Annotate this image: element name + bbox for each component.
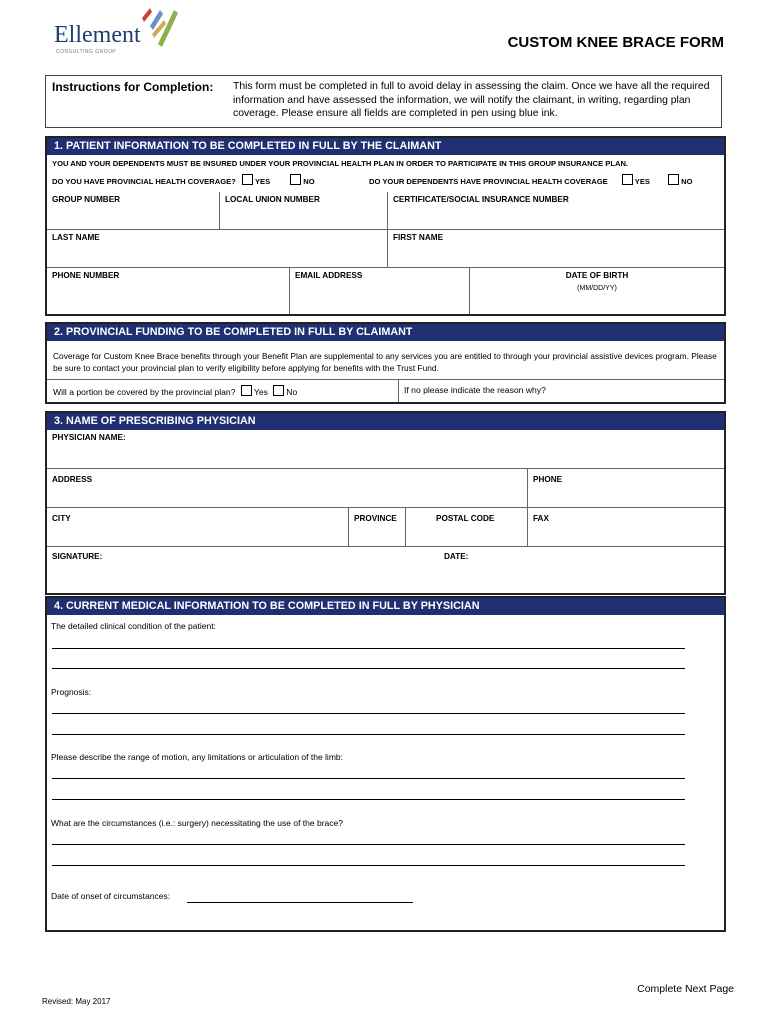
section1-heading: 1. PATIENT INFORMATION TO BE COMPLETED IN FULL BY THE CLAIMANT (47, 138, 724, 155)
logo-tagline: CONSULTING GROUP (56, 49, 117, 55)
dependents-yes-checkbox[interactable] (622, 174, 633, 185)
clinical-condition-question: The detailed clinical condition of the patient: (51, 621, 216, 631)
section-medical-info (45, 596, 726, 932)
range-of-motion-line-1[interactable] (52, 778, 685, 779)
fax-field[interactable]: FAX (528, 508, 724, 547)
instructions-text: This form must be completed in full to avoid delay in assessing the claim. Once we have all the required information and have assessed the information, we will notify the claimant, in writing, regarding plan coverage. Please ensure all fields are completed in pen using blue ink. (233, 81, 710, 119)
section4-heading: 4. CURRENT MEDICAL INFORMATION TO BE COMPLETED IN FULL BY PHYSICIAN (47, 598, 724, 615)
section3-heading: 3. NAME OF PRESCRIBING PHYSICIAN (47, 413, 724, 430)
last-name-field[interactable]: LAST NAME (47, 230, 388, 268)
own-no-label: NO (303, 177, 315, 186)
clinical-condition-line-1[interactable] (52, 648, 685, 649)
range-of-motion-line-2[interactable] (52, 799, 685, 800)
dep-yes-label: YES (634, 177, 650, 186)
dependents-coverage-label: DO YOUR DEPENDENTS HAVE PROVINCIAL HEALTH COVERAGE (369, 177, 608, 186)
signature-field[interactable]: SIGNATURE: (52, 552, 103, 561)
prognosis-line-2[interactable] (52, 734, 685, 735)
local-union-number-field[interactable]: LOCAL UNION NUMBER (220, 192, 388, 230)
circumstances-question: What are the circumstances (i.e.: surgery) necessitating the use of the brace? (51, 818, 343, 828)
first-name-field[interactable]: FIRST NAME (388, 230, 724, 268)
city-field[interactable]: CITY (47, 508, 349, 547)
dependents-coverage-question (369, 174, 693, 186)
instructions-label: Instructions for Completion: (52, 80, 214, 94)
own-coverage-label: DO YOU HAVE PROVINCIAL HEALTH COVERAGE? (52, 177, 236, 186)
dob-field[interactable]: DATE OF BIRTH (MM/DD/YY) (565, 271, 629, 292)
province-field[interactable]: PROVINCE (349, 508, 406, 547)
onset-date-question: Date of onset of circumstances: (51, 891, 171, 901)
coverage-notice: YOU AND YOUR DEPENDENTS MUST BE INSURED UNDER YOUR PROVINCIAL HEALTH PLAN IN ORDER TO PARTICIPATE IN THIS GROUP INSURANCE PLAN. (52, 159, 629, 168)
own-coverage-yes-checkbox[interactable] (242, 174, 253, 185)
range-of-motion-question: Please describe the range of motion, any limitations or articulation of the limb: (51, 752, 343, 762)
prognosis-line-1[interactable] (52, 713, 685, 714)
funding-text: Coverage for Custom Knee Brace benefits through your Benefit Plan are supplemental to any services you are entitled to through your provincial assistive devices program. Please be sure to contact your provincial plan to verify eligibility before applying for benefits with the Trust Fund. (53, 351, 717, 373)
provincial-question: Will a portion be covered by the provincial plan? Yes No (53, 387, 298, 397)
provincial-no-checkbox[interactable] (273, 385, 284, 396)
physician-phone-field[interactable]: PHONE (528, 469, 724, 508)
section-provincial-funding (45, 322, 726, 404)
reason-field[interactable]: If no please indicate the reason why? (404, 385, 546, 395)
physician-name-field[interactable]: PHYSICIAN NAME: (47, 430, 724, 469)
section-physician (45, 411, 726, 595)
sin-field[interactable]: CERTIFICATE/SOCIAL INSURANCE NUMBER (388, 192, 724, 230)
revised-date: Revised: May 2017 (42, 997, 111, 1006)
own-yes-label: YES (254, 177, 271, 186)
email-field[interactable]: EMAIL ADDRESS (290, 268, 470, 314)
circumstances-line-1[interactable] (52, 844, 685, 845)
clinical-condition-line-2[interactable] (52, 668, 685, 669)
prognosis-question: Prognosis: (51, 687, 92, 697)
onset-date-line[interactable] (187, 902, 413, 903)
dependents-no-checkbox[interactable] (668, 174, 679, 185)
own-coverage-question (52, 174, 315, 186)
phone-number-field[interactable]: PHONE NUMBER (47, 268, 290, 314)
form-title: CUSTOM KNEE BRACE FORM (507, 34, 724, 51)
logo-mark-icon (138, 4, 182, 48)
dep-no-label: NO (681, 177, 693, 186)
complete-next-page: Complete Next Page (637, 983, 734, 995)
address-field[interactable]: ADDRESS (47, 469, 528, 508)
provincial-yes-checkbox[interactable] (241, 385, 252, 396)
date-field[interactable]: DATE: (444, 552, 469, 561)
section-patient-info (45, 136, 726, 316)
group-number-field[interactable]: GROUP NUMBER (47, 192, 220, 230)
postal-code-field[interactable]: POSTAL CODE (406, 508, 528, 547)
logo-name: Ellement (54, 22, 141, 48)
circumstances-line-2[interactable] (52, 865, 685, 866)
section2-heading: 2. PROVINCIAL FUNDING TO BE COMPLETED IN FULL BY CLAIMANT (47, 324, 724, 341)
own-coverage-no-checkbox[interactable] (290, 174, 301, 185)
